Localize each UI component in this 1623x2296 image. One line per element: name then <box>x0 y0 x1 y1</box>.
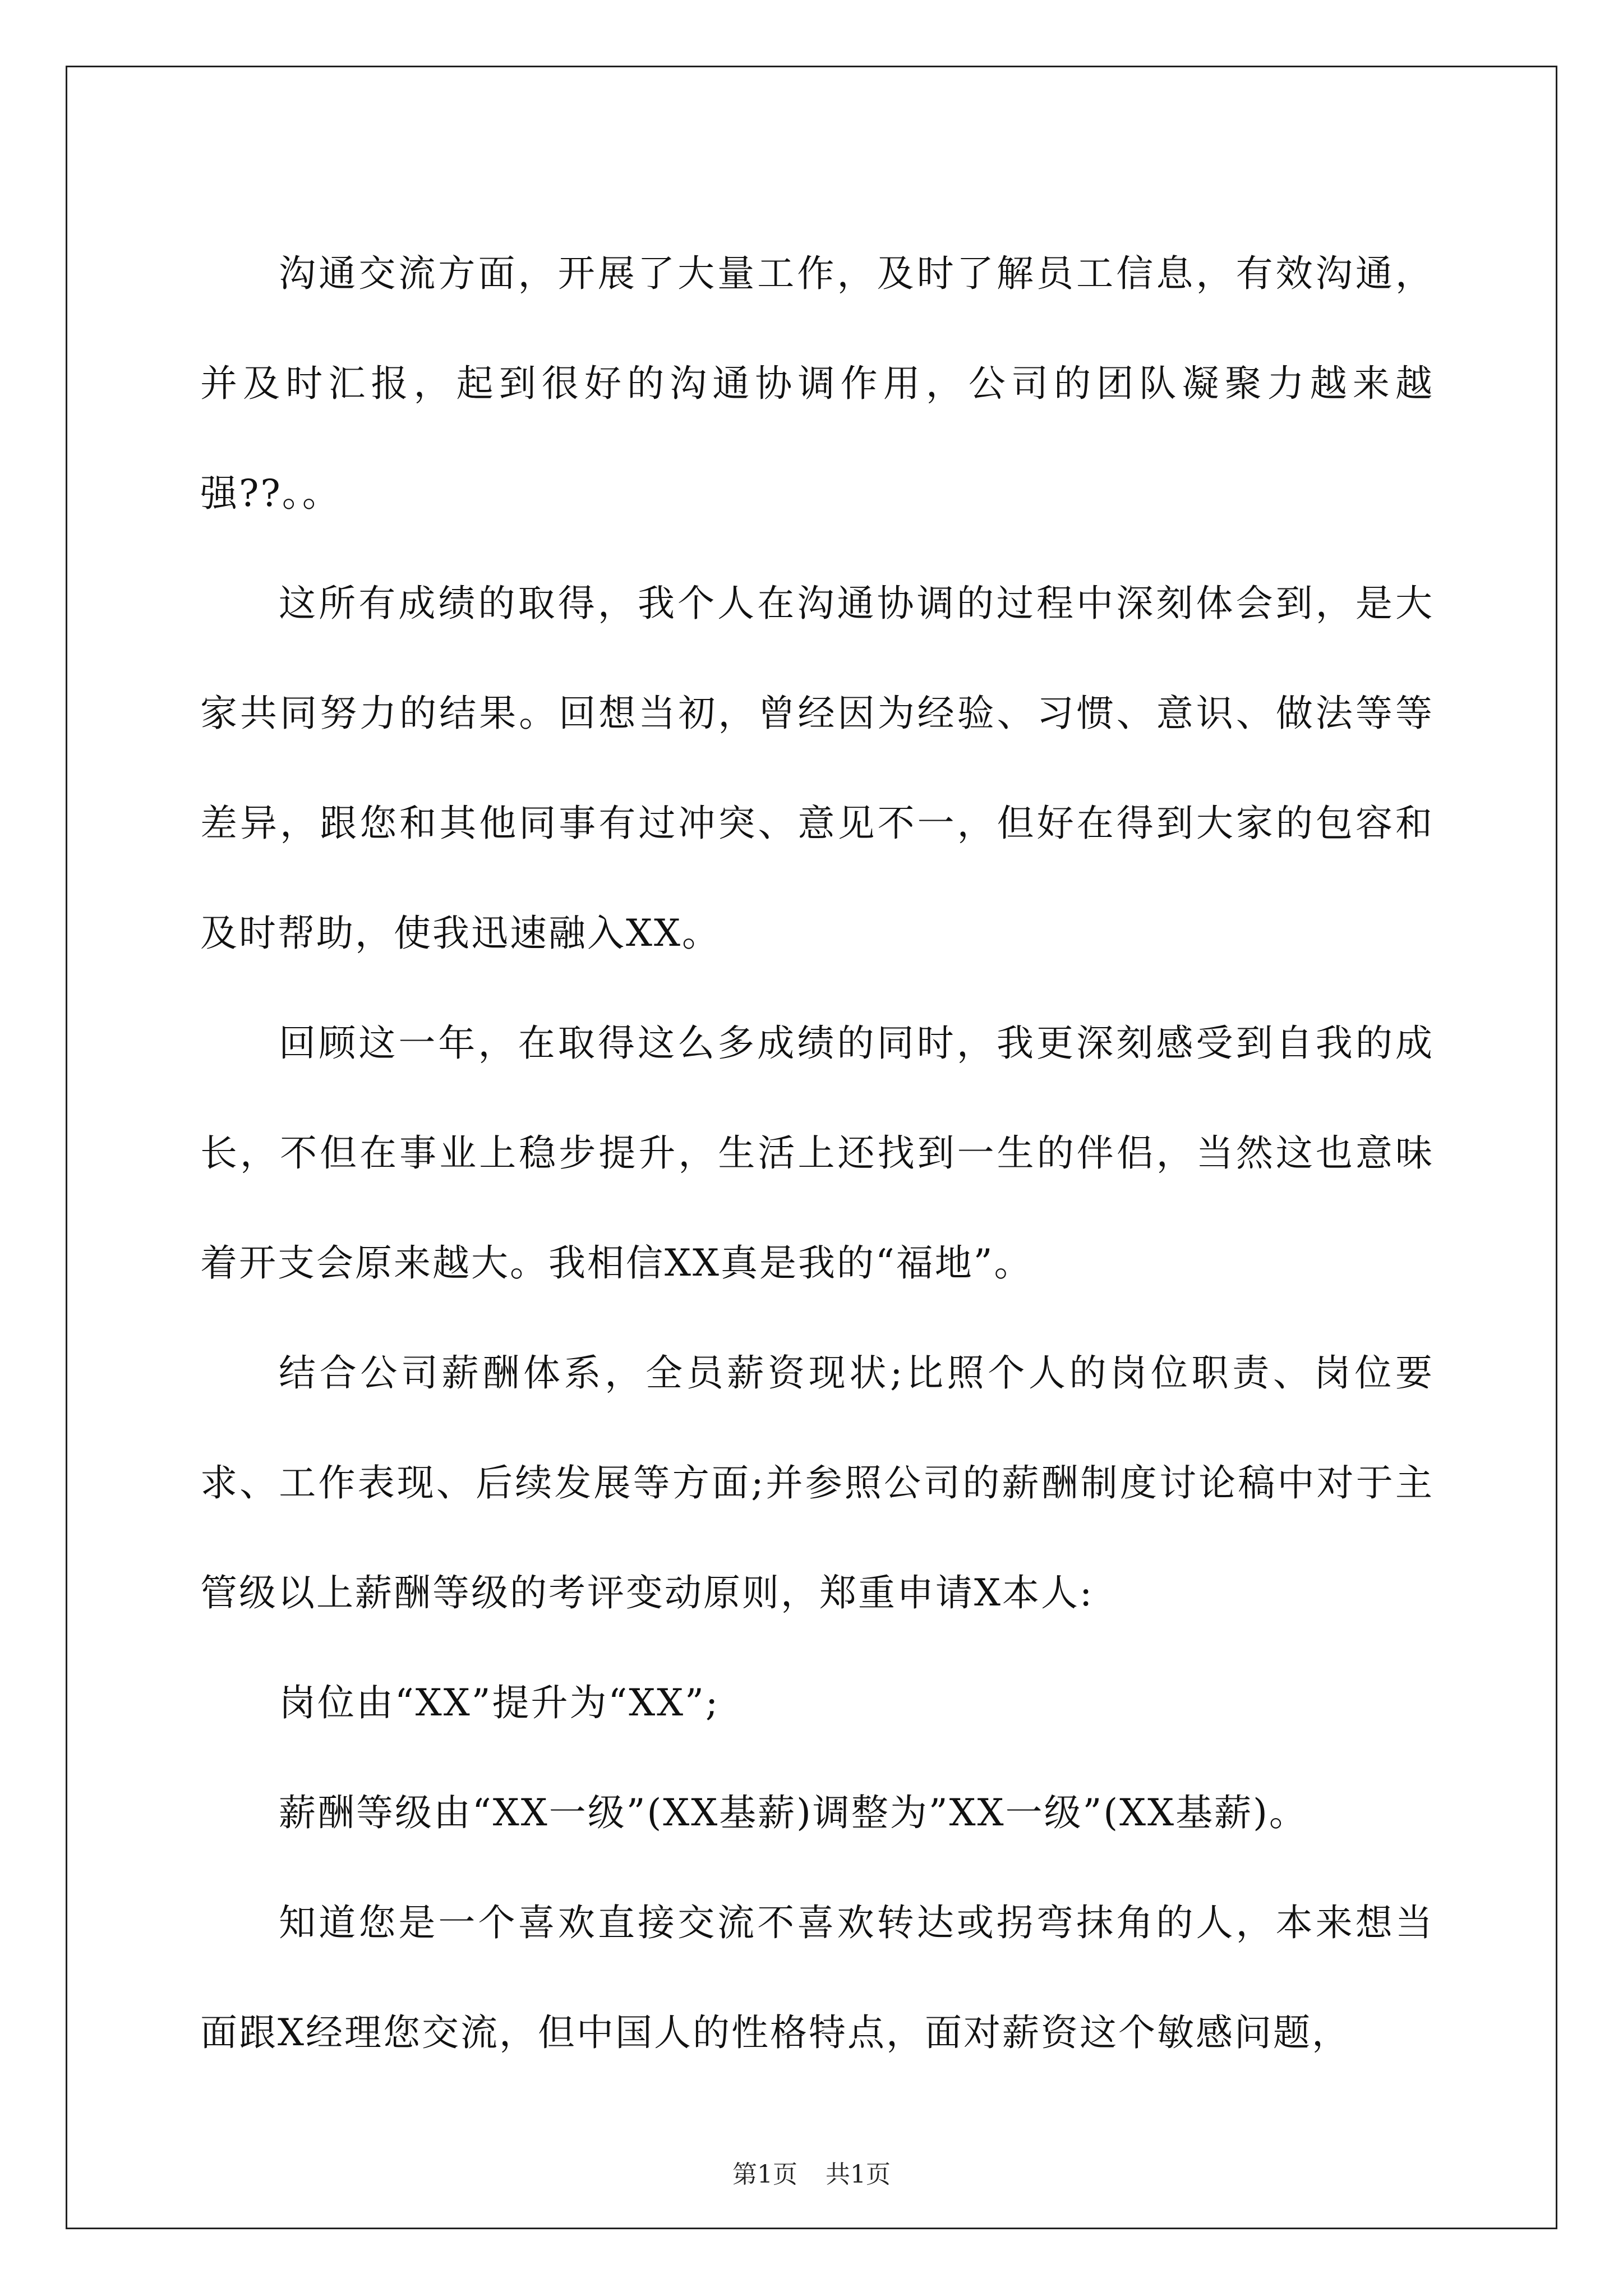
paragraph: 知道您是一个喜欢直接交流不喜欢转达或拐弯抹角的人，本来想当面跟X经理您交流，但中国人的性格特点，面对薪资这个敏感问题， <box>200 1901 1434 2054</box>
page-footer <box>0 2161 1623 2189</box>
paragraph: 沟通交流方面，开展了大量工作，及时了解员工信息，有效沟通，并及时汇报，起到很好的沟通协调作用，公司的团队凝聚力越来越强??。。 <box>200 252 1434 515</box>
paragraph: 回顾这一年，在取得这么多成绩的同时，我更深刻感受到自我的成长，不但在事业上稳步提升，生活上还找到一生的伴侣，当然这也意味着开支会原来越大。我相信XX真是我的“福地”。 <box>200 1022 1434 1285</box>
paragraph: 薪酬等级由“XX一级”(XX基薪)调整为”XX一级”(XX基薪)。 <box>279 1791 1308 1834</box>
paragraph: 这所有成绩的取得，我个人在沟通协调的过程中深刻体会到，是大家共同努力的结果。回想当初，曾经因为经验、习惯、意识、做法等等差异，跟您和其他同事有过冲突、意见不一，但好在得到大家的包容和及时帮助，使我迅速融入XX。 <box>200 582 1434 955</box>
paragraph: 岗位由“XX”提升为“XX”; <box>279 1681 720 1724</box>
document-body <box>200 219 1434 2088</box>
page-total: 共1页 <box>826 2160 891 2189</box>
page-number: 第1页 <box>732 2160 797 2189</box>
paragraph: 结合公司薪酬体系，全员薪资现状;比照个人的岗位职责、岗位要求、工作表现、后续发展等方面;并参照公司的薪酬制度讨论稿中对于主管级以上薪酬等级的考评变动原则，郑重申请X本人: <box>200 1351 1434 1614</box>
